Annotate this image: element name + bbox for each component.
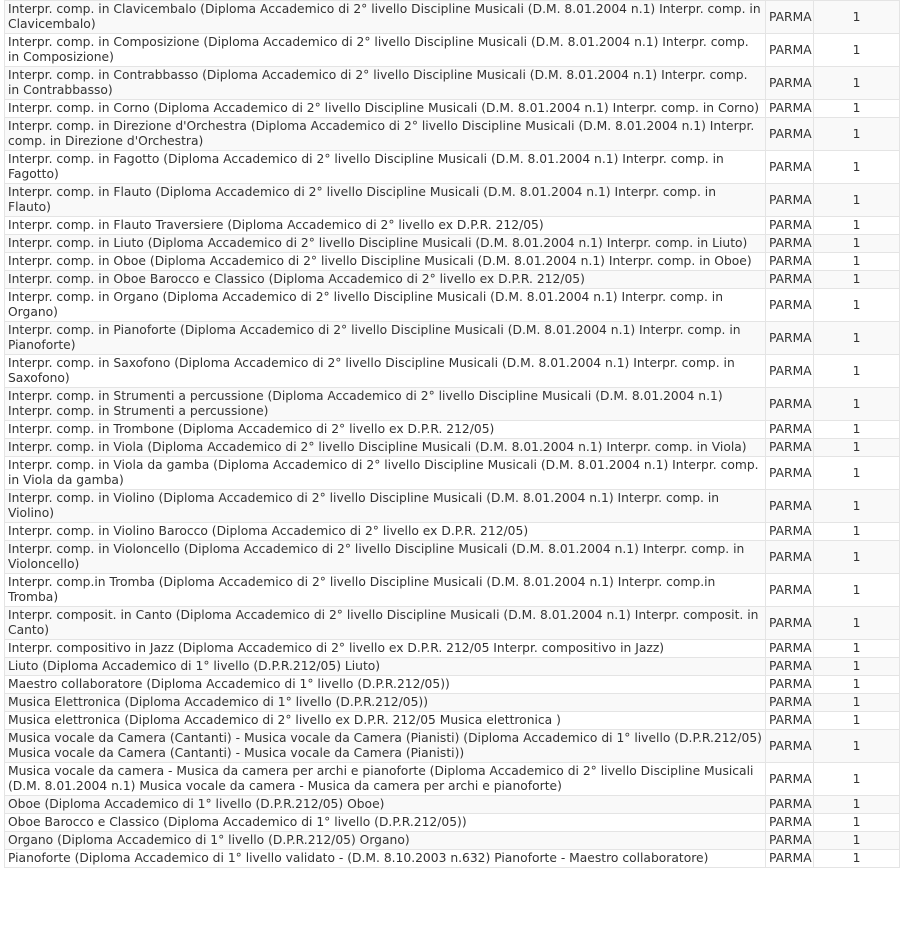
city-cell: PARMA <box>766 814 814 832</box>
course-name-cell: Musica vocale da camera - Musica da camera per archi e pianoforte (Diploma Accademico di 2° livello Discipline Musicali (D.M. 8.01.2004 n.1) Musica vocale da camera - Musica da camera per archi e pianoforte) <box>5 763 766 796</box>
table-row <box>5 832 900 850</box>
course-name-cell: Liuto (Diploma Accademico di 1° livello (D.P.R.212/05) Liuto) <box>5 658 766 676</box>
count-cell: 1 <box>814 541 900 574</box>
city-cell: PARMA <box>766 832 814 850</box>
table-row <box>5 814 900 832</box>
table-row <box>5 640 900 658</box>
city-cell: PARMA <box>766 253 814 271</box>
city-cell: PARMA <box>766 607 814 640</box>
count-cell: 1 <box>814 253 900 271</box>
course-name-cell: Interpr. comp. in Viola (Diploma Accademico di 2° livello Discipline Musicali (D.M. 8.01.2004 n.1) Interpr. comp. in Viola) <box>5 439 766 457</box>
city-cell: PARMA <box>766 322 814 355</box>
table-row <box>5 1 900 34</box>
count-cell: 1 <box>814 730 900 763</box>
courses-table <box>4 0 900 868</box>
course-name-cell: Interpr. compositivo in Jazz (Diploma Accademico di 2° livello ex D.P.R. 212/05 Interpr. compositivo in Jazz) <box>5 640 766 658</box>
table-row <box>5 151 900 184</box>
course-name-cell: Oboe Barocco e Classico (Diploma Accademico di 1° livello (D.P.R.212/05)) <box>5 814 766 832</box>
count-cell: 1 <box>814 289 900 322</box>
table-row <box>5 421 900 439</box>
count-cell: 1 <box>814 694 900 712</box>
city-cell: PARMA <box>766 289 814 322</box>
city-cell: PARMA <box>766 658 814 676</box>
course-name-cell: Musica Elettronica (Diploma Accademico di 1° livello (D.P.R.212/05)) <box>5 694 766 712</box>
city-cell: PARMA <box>766 235 814 253</box>
table-row <box>5 694 900 712</box>
city-cell: PARMA <box>766 730 814 763</box>
course-name-cell: Pianoforte (Diploma Accademico di 1° livello validato - (D.M. 8.10.2003 n.632) Pianoforte - Maestro collaboratore) <box>5 850 766 868</box>
table-row <box>5 289 900 322</box>
table-row <box>5 322 900 355</box>
count-cell: 1 <box>814 235 900 253</box>
city-cell: PARMA <box>766 355 814 388</box>
table-row <box>5 658 900 676</box>
count-cell: 1 <box>814 763 900 796</box>
course-name-cell: Interpr. composit. in Canto (Diploma Accademico di 2° livello Discipline Musicali (D.M. 8.01.2004 n.1) Interpr. composit. in Canto) <box>5 607 766 640</box>
courses-table-container <box>4 0 900 868</box>
city-cell: PARMA <box>766 184 814 217</box>
city-cell: PARMA <box>766 271 814 289</box>
count-cell: 1 <box>814 832 900 850</box>
count-cell: 1 <box>814 151 900 184</box>
table-row <box>5 676 900 694</box>
table-row <box>5 100 900 118</box>
city-cell: PARMA <box>766 100 814 118</box>
count-cell: 1 <box>814 184 900 217</box>
course-name-cell: Interpr. comp. in Flauto Traversiere (Diploma Accademico di 2° livello ex D.P.R. 212/05) <box>5 217 766 235</box>
table-row <box>5 184 900 217</box>
table-row <box>5 457 900 490</box>
count-cell: 1 <box>814 574 900 607</box>
course-name-cell: Musica vocale da Camera (Cantanti) - Musica vocale da Camera (Pianisti) (Diploma Accademico di 1° livello (D.P.R.212/05) Musica vocale da Camera (Cantanti) - Musica vocale da Camera (Pianisti)) <box>5 730 766 763</box>
count-cell: 1 <box>814 523 900 541</box>
course-name-cell: Interpr. comp. in Violino (Diploma Accademico di 2° livello Discipline Musicali (D.M. 8.01.2004 n.1) Interpr. comp. in Violino) <box>5 490 766 523</box>
city-cell: PARMA <box>766 712 814 730</box>
table-row <box>5 763 900 796</box>
city-cell: PARMA <box>766 640 814 658</box>
count-cell: 1 <box>814 712 900 730</box>
count-cell: 1 <box>814 100 900 118</box>
table-row <box>5 607 900 640</box>
course-name-cell: Interpr. comp. in Violoncello (Diploma Accademico di 2° livello Discipline Musicali (D.M. 8.01.2004 n.1) Interpr. comp. in Violoncello) <box>5 541 766 574</box>
course-name-cell: Interpr. comp. in Oboe (Diploma Accademico di 2° livello Discipline Musicali (D.M. 8.01.2004 n.1) Interpr. comp. in Oboe) <box>5 253 766 271</box>
table-row <box>5 388 900 421</box>
city-cell: PARMA <box>766 541 814 574</box>
table-row <box>5 712 900 730</box>
table-row <box>5 850 900 868</box>
course-name-cell: Interpr. comp. in Corno (Diploma Accademico di 2° livello Discipline Musicali (D.M. 8.01.2004 n.1) Interpr. comp. in Corno) <box>5 100 766 118</box>
city-cell: PARMA <box>766 457 814 490</box>
count-cell: 1 <box>814 34 900 67</box>
count-cell: 1 <box>814 640 900 658</box>
city-cell: PARMA <box>766 217 814 235</box>
count-cell: 1 <box>814 490 900 523</box>
count-cell: 1 <box>814 607 900 640</box>
course-name-cell: Interpr. comp. in Saxofono (Diploma Accademico di 2° livello Discipline Musicali (D.M. 8.01.2004 n.1) Interpr. comp. in Saxofono) <box>5 355 766 388</box>
course-name-cell: Interpr. comp. in Pianoforte (Diploma Accademico di 2° livello Discipline Musicali (D.M. 8.01.2004 n.1) Interpr. comp. in Pianoforte) <box>5 322 766 355</box>
city-cell: PARMA <box>766 421 814 439</box>
table-row <box>5 796 900 814</box>
count-cell: 1 <box>814 118 900 151</box>
table-row <box>5 67 900 100</box>
city-cell: PARMA <box>766 388 814 421</box>
count-cell: 1 <box>814 676 900 694</box>
course-name-cell: Interpr. comp. in Viola da gamba (Diploma Accademico di 2° livello Discipline Musicali (D.M. 8.01.2004 n.1) Interpr. comp. in Viola da gamba) <box>5 457 766 490</box>
city-cell: PARMA <box>766 67 814 100</box>
course-name-cell: Interpr. comp. in Composizione (Diploma Accademico di 2° livello Discipline Musicali (D.M. 8.01.2004 n.1) Interpr. comp. in Composizione) <box>5 34 766 67</box>
course-name-cell: Interpr. comp. in Flauto (Diploma Accademico di 2° livello Discipline Musicali (D.M. 8.01.2004 n.1) Interpr. comp. in Flauto) <box>5 184 766 217</box>
count-cell: 1 <box>814 421 900 439</box>
city-cell: PARMA <box>766 151 814 184</box>
table-row <box>5 217 900 235</box>
table-row <box>5 574 900 607</box>
course-name-cell: Interpr. comp. in Fagotto (Diploma Accademico di 2° livello Discipline Musicali (D.M. 8.01.2004 n.1) Interpr. comp. in Fagotto) <box>5 151 766 184</box>
city-cell: PARMA <box>766 34 814 67</box>
table-row <box>5 118 900 151</box>
course-name-cell: Interpr. comp. in Oboe Barocco e Classico (Diploma Accademico di 2° livello ex D.P.R. 212/05) <box>5 271 766 289</box>
count-cell: 1 <box>814 217 900 235</box>
table-row <box>5 235 900 253</box>
city-cell: PARMA <box>766 439 814 457</box>
table-row <box>5 439 900 457</box>
city-cell: PARMA <box>766 523 814 541</box>
count-cell: 1 <box>814 1 900 34</box>
city-cell: PARMA <box>766 118 814 151</box>
course-name-cell: Interpr. comp.in Tromba (Diploma Accademico di 2° livello Discipline Musicali (D.M. 8.01.2004 n.1) Interpr. comp.in Tromba) <box>5 574 766 607</box>
count-cell: 1 <box>814 796 900 814</box>
count-cell: 1 <box>814 67 900 100</box>
course-name-cell: Interpr. comp. in Trombone (Diploma Accademico di 2° livello ex D.P.R. 212/05) <box>5 421 766 439</box>
count-cell: 1 <box>814 439 900 457</box>
table-row <box>5 355 900 388</box>
count-cell: 1 <box>814 271 900 289</box>
course-name-cell: Interpr. comp. in Liuto (Diploma Accademico di 2° livello Discipline Musicali (D.M. 8.01.2004 n.1) Interpr. comp. in Liuto) <box>5 235 766 253</box>
course-name-cell: Musica elettronica (Diploma Accademico di 2° livello ex D.P.R. 212/05 Musica elettronica ) <box>5 712 766 730</box>
count-cell: 1 <box>814 658 900 676</box>
city-cell: PARMA <box>766 490 814 523</box>
course-name-cell: Interpr. comp. in Strumenti a percussione (Diploma Accademico di 2° livello Discipline Musicali (D.M. 8.01.2004 n.1) Interpr. comp. in Strumenti a percussione) <box>5 388 766 421</box>
table-row <box>5 253 900 271</box>
table-row <box>5 271 900 289</box>
city-cell: PARMA <box>766 796 814 814</box>
table-row <box>5 523 900 541</box>
course-name-cell: Interpr. comp. in Organo (Diploma Accademico di 2° livello Discipline Musicali (D.M. 8.01.2004 n.1) Interpr. comp. in Organo) <box>5 289 766 322</box>
course-name-cell: Interpr. comp. in Direzione d'Orchestra (Diploma Accademico di 2° livello Discipline Musicali (D.M. 8.01.2004 n.1) Interpr. comp. in Direzione d'Orchestra) <box>5 118 766 151</box>
table-row <box>5 541 900 574</box>
city-cell: PARMA <box>766 574 814 607</box>
course-name-cell: Interpr. comp. in Contrabbasso (Diploma Accademico di 2° livello Discipline Musicali (D.M. 8.01.2004 n.1) Interpr. comp. in Contrabbasso) <box>5 67 766 100</box>
city-cell: PARMA <box>766 694 814 712</box>
city-cell: PARMA <box>766 676 814 694</box>
course-name-cell: Maestro collaboratore (Diploma Accademico di 1° livello (D.P.R.212/05)) <box>5 676 766 694</box>
city-cell: PARMA <box>766 763 814 796</box>
count-cell: 1 <box>814 388 900 421</box>
table-row <box>5 34 900 67</box>
count-cell: 1 <box>814 850 900 868</box>
count-cell: 1 <box>814 814 900 832</box>
course-name-cell: Interpr. comp. in Violino Barocco (Diploma Accademico di 2° livello ex D.P.R. 212/05) <box>5 523 766 541</box>
course-name-cell: Interpr. comp. in Clavicembalo (Diploma Accademico di 2° livello Discipline Musicali (D.M. 8.01.2004 n.1) Interpr. comp. in Clavicembalo) <box>5 1 766 34</box>
course-name-cell: Organo (Diploma Accademico di 1° livello (D.P.R.212/05) Organo) <box>5 832 766 850</box>
count-cell: 1 <box>814 457 900 490</box>
city-cell: PARMA <box>766 1 814 34</box>
course-name-cell: Oboe (Diploma Accademico di 1° livello (D.P.R.212/05) Oboe) <box>5 796 766 814</box>
city-cell: PARMA <box>766 850 814 868</box>
count-cell: 1 <box>814 355 900 388</box>
table-row <box>5 730 900 763</box>
count-cell: 1 <box>814 322 900 355</box>
courses-table-body <box>5 1 900 868</box>
table-row <box>5 490 900 523</box>
